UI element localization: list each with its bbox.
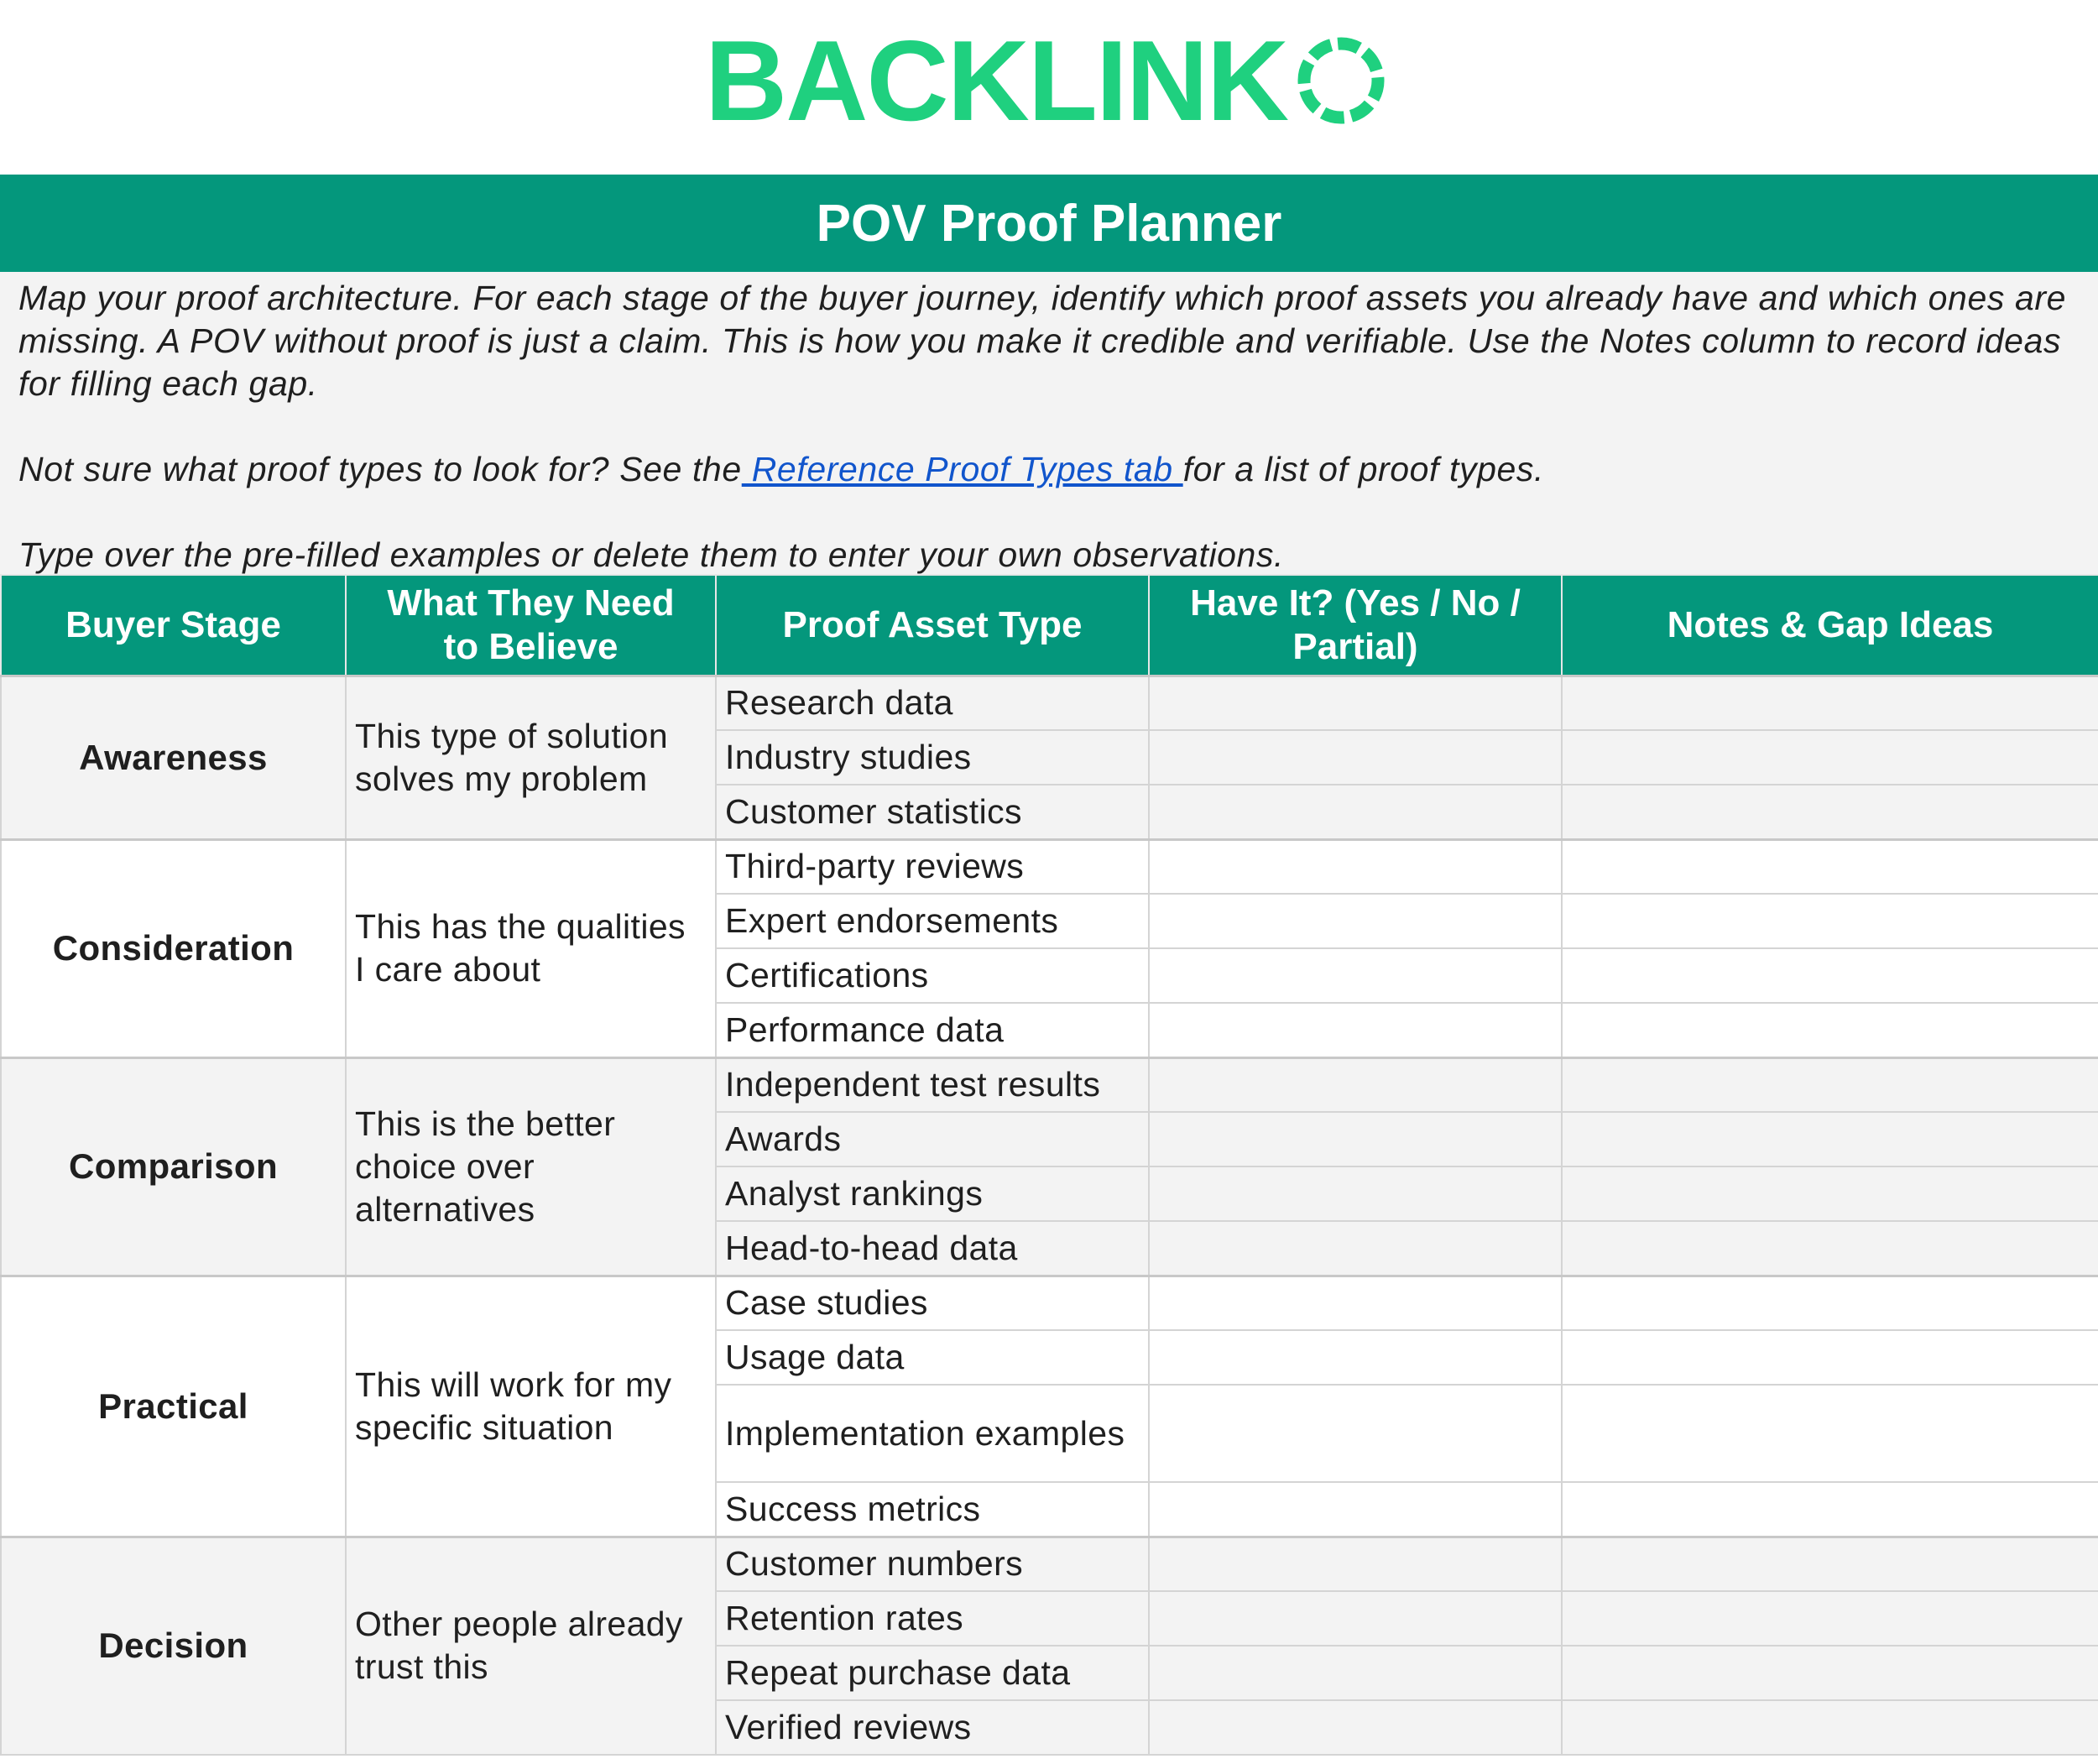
group-decision	[1, 1537, 2098, 1755]
notes-cell[interactable]	[1562, 839, 2098, 894]
have-it-cell[interactable]	[1149, 1646, 1562, 1700]
asset-cell[interactable]: Third-party reviews	[716, 839, 1149, 894]
table-header-row	[1, 575, 2098, 676]
need-cell[interactable]: This is the better choice over alternatives	[346, 1057, 716, 1276]
notes-cell[interactable]	[1562, 1482, 2098, 1537]
logo-ring-icon	[1291, 30, 1391, 131]
asset-cell[interactable]: Performance data	[716, 1003, 1149, 1057]
have-it-cell[interactable]	[1149, 839, 1562, 894]
notes-cell[interactable]	[1562, 1700, 2098, 1755]
table-row	[1, 1276, 2098, 1330]
have-it-cell[interactable]	[1149, 730, 1562, 785]
need-cell[interactable]: This has the qualities I care about	[346, 839, 716, 1057]
asset-cell[interactable]: Expert endorsements	[716, 894, 1149, 948]
stage-cell[interactable]: Consideration	[1, 839, 346, 1057]
notes-cell[interactable]	[1562, 1646, 2098, 1700]
asset-cell[interactable]: Implementation examples	[716, 1385, 1149, 1482]
page-title: POV Proof Planner	[0, 175, 2098, 272]
intro-paragraph-3: Type over the pre-filled examples or delete them to enter your own observations.	[18, 535, 1285, 574]
header-notes-gap-ideas: Notes & Gap Ideas	[1562, 575, 2098, 676]
notes-cell[interactable]	[1562, 894, 2098, 948]
table-row	[1, 839, 2098, 894]
table-row	[1, 676, 2098, 730]
intro-paragraph-2	[18, 448, 2080, 534]
have-it-cell[interactable]	[1149, 676, 1562, 730]
need-cell[interactable]: Other people already trust this	[346, 1537, 716, 1755]
asset-cell[interactable]: Success metrics	[716, 1482, 1149, 1537]
have-it-cell[interactable]	[1149, 1276, 1562, 1330]
group-consideration	[1, 839, 2098, 1057]
notes-cell[interactable]	[1562, 1385, 2098, 1482]
have-it-cell[interactable]	[1149, 1330, 1562, 1385]
asset-cell[interactable]: Independent test results	[716, 1057, 1149, 1112]
stage-cell[interactable]: Practical	[1, 1276, 346, 1537]
need-cell[interactable]: This will work for my specific situation	[346, 1276, 716, 1537]
intro-paragraph-2-before: Not sure what proof types to look for? See the	[18, 450, 742, 488]
asset-cell[interactable]: Analyst rankings	[716, 1166, 1149, 1221]
asset-cell[interactable]: Repeat purchase data	[716, 1646, 1149, 1700]
group-awareness	[1, 676, 2098, 839]
asset-cell[interactable]: Customer numbers	[716, 1537, 1149, 1591]
notes-cell[interactable]	[1562, 730, 2098, 785]
notes-cell[interactable]	[1562, 1330, 2098, 1385]
asset-cell[interactable]: Research data	[716, 676, 1149, 730]
notes-cell[interactable]	[1562, 948, 2098, 1003]
notes-cell[interactable]	[1562, 785, 2098, 839]
have-it-cell[interactable]	[1149, 1482, 1562, 1537]
header-what-they-need: What They Need to Believe	[346, 575, 716, 676]
header-buyer-stage: Buyer Stage	[1, 575, 346, 676]
reference-proof-types-link[interactable]: Reference Proof Types tab	[741, 450, 1183, 488]
notes-cell[interactable]	[1562, 1221, 2098, 1276]
asset-cell[interactable]: Retention rates	[716, 1591, 1149, 1646]
asset-cell[interactable]: Awards	[716, 1112, 1149, 1166]
notes-cell[interactable]	[1562, 1112, 2098, 1166]
have-it-cell[interactable]	[1149, 1221, 1562, 1276]
backlinko-logo	[705, 17, 1391, 144]
notes-cell[interactable]	[1562, 1003, 2098, 1057]
need-cell[interactable]: This type of solution solves my problem	[346, 676, 716, 839]
asset-cell[interactable]: Verified reviews	[716, 1700, 1149, 1755]
have-it-cell[interactable]	[1149, 894, 1562, 948]
notes-cell[interactable]	[1562, 1057, 2098, 1112]
asset-cell[interactable]: Head-to-head data	[716, 1221, 1149, 1276]
notes-cell[interactable]	[1562, 1166, 2098, 1221]
stage-cell[interactable]: Decision	[1, 1537, 346, 1755]
have-it-cell[interactable]	[1149, 1700, 1562, 1755]
asset-cell[interactable]: Case studies	[716, 1276, 1149, 1330]
intro-paragraph-2-after: for a list of proof types.	[1182, 450, 1545, 488]
group-comparison	[1, 1057, 2098, 1276]
header-have-it: Have It? (Yes / No / Partial)	[1149, 575, 1562, 676]
table-row	[1, 1057, 2098, 1112]
asset-cell[interactable]: Industry studies	[716, 730, 1149, 785]
have-it-cell[interactable]	[1149, 785, 1562, 839]
group-practical	[1, 1276, 2098, 1537]
have-it-cell[interactable]	[1149, 1166, 1562, 1221]
have-it-cell[interactable]	[1149, 1537, 1562, 1591]
logo-text: BACKLINK	[705, 17, 1288, 144]
notes-cell[interactable]	[1562, 1276, 2098, 1330]
have-it-cell[interactable]	[1149, 1112, 1562, 1166]
have-it-cell[interactable]	[1149, 948, 1562, 1003]
have-it-cell[interactable]	[1149, 1385, 1562, 1482]
table-row	[1, 1537, 2098, 1591]
proof-planner-table	[0, 574, 2098, 1756]
asset-cell[interactable]: Usage data	[716, 1330, 1149, 1385]
asset-cell[interactable]: Customer statistics	[716, 785, 1149, 839]
intro-paragraph-1: Map your proof architecture. For each stage of the buyer journey, identify which proof assets you already have and which ones are missing. A POV without proof is just a claim. This is how you make it credible and verifiable. Use the Notes column to record ideas for filling each gap.	[18, 279, 2067, 403]
notes-cell[interactable]	[1562, 1537, 2098, 1591]
have-it-cell[interactable]	[1149, 1057, 1562, 1112]
notes-cell[interactable]	[1562, 676, 2098, 730]
logo-bar	[0, 0, 2098, 175]
have-it-cell[interactable]	[1149, 1003, 1562, 1057]
intro-text	[0, 272, 2098, 574]
stage-cell[interactable]: Comparison	[1, 1057, 346, 1276]
have-it-cell[interactable]	[1149, 1591, 1562, 1646]
header-proof-asset-type: Proof Asset Type	[716, 575, 1149, 676]
asset-cell[interactable]: Certifications	[716, 948, 1149, 1003]
notes-cell[interactable]	[1562, 1591, 2098, 1646]
stage-cell[interactable]: Awareness	[1, 676, 346, 839]
